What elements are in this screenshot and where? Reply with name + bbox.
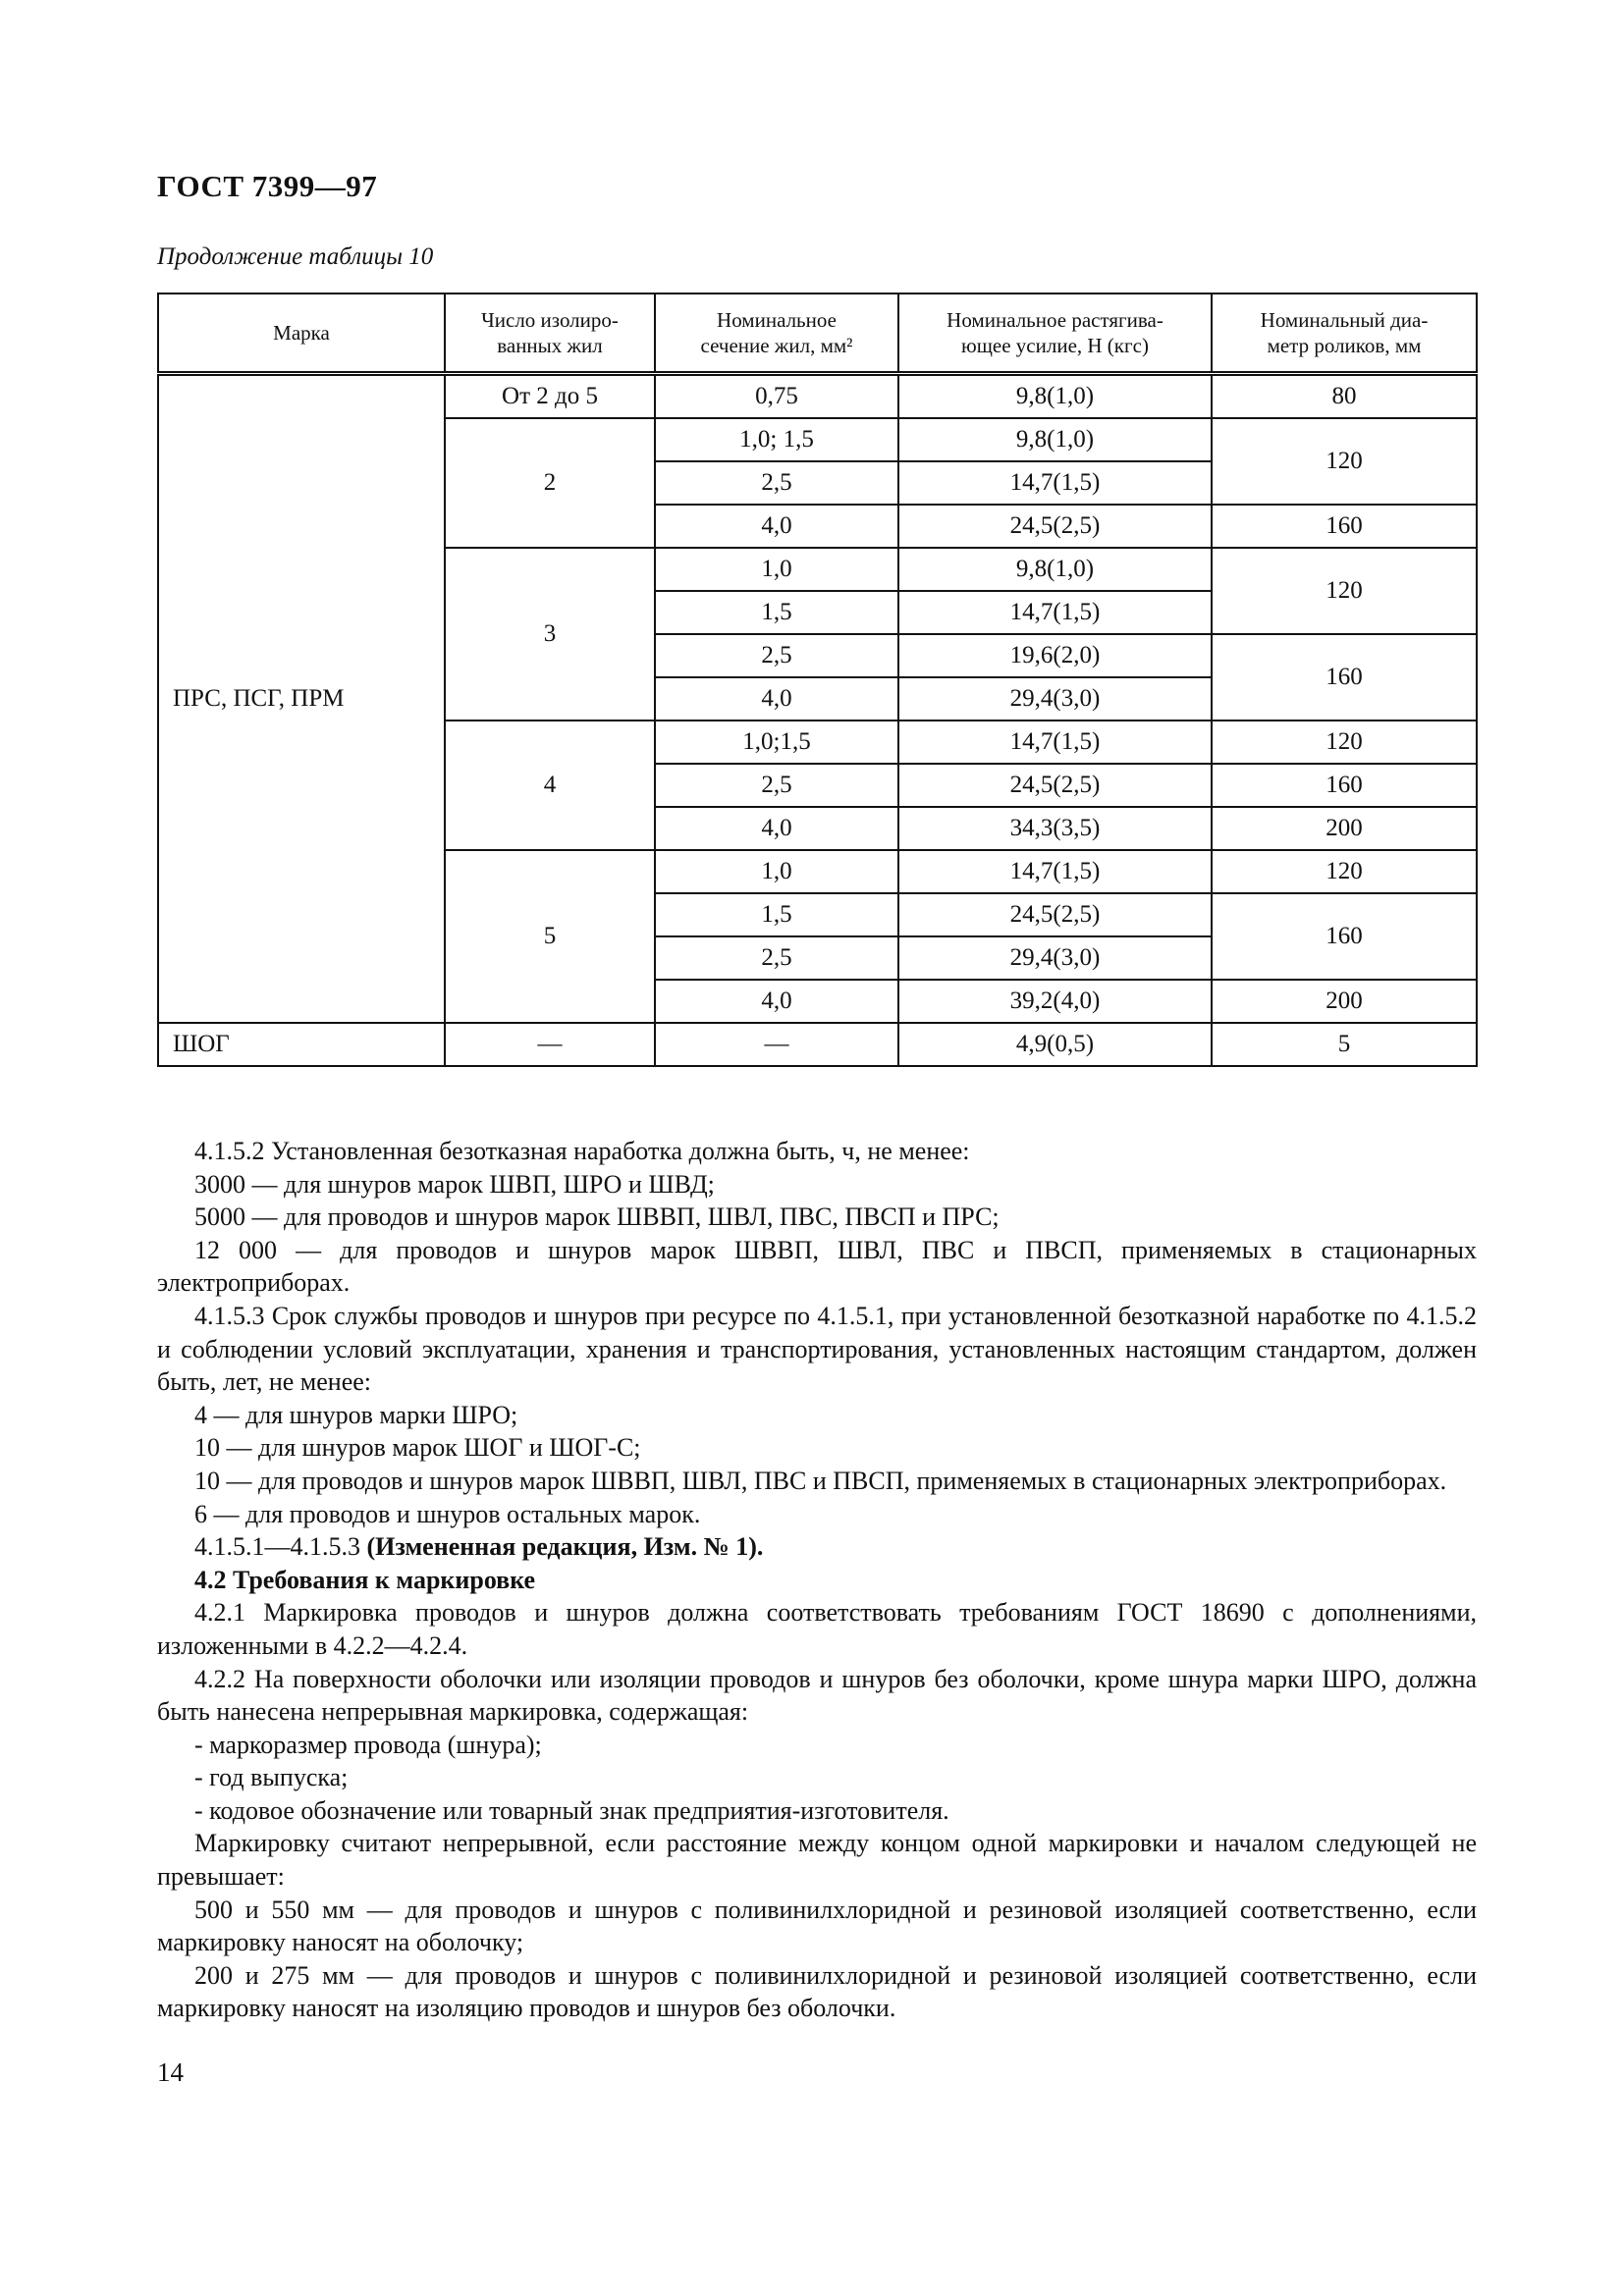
cell-diameter: 160 <box>1212 893 1477 980</box>
cell-cores: 3 <box>445 548 655 721</box>
cell-cores: 2 <box>445 418 655 548</box>
cell-section: 0,75 <box>655 374 898 419</box>
paragraph: 200 и 275 мм — для проводов и шнуров с поливинилхлоридной и резиновой изоляцией соответственно, если маркировку наносят на изоляцию проводов и шнуров без оболочки. <box>157 1960 1477 2023</box>
cell-diameter: 160 <box>1212 764 1477 807</box>
page-number: 14 <box>157 2057 184 2087</box>
cell-force: 14,7(1,5) <box>898 461 1212 505</box>
paragraph: 4.1.5.2 Установленная безотказная наработка должна быть, ч, не менее: <box>194 1137 970 1165</box>
cell-section: 1,0 <box>655 548 898 591</box>
cell-section: — <box>655 1023 898 1066</box>
paragraph: 4.2.2 На поверхности оболочки или изоляции проводов и шнуров без оболочки, кроме шнура марки ШРО, должна быть нанесена непрерывная маркировка, содержащая: <box>157 1664 1477 1727</box>
cell-section: 4,0 <box>655 505 898 548</box>
header-section: Номинальное сечение жил, мм² <box>655 294 898 374</box>
cell-section: 2,5 <box>655 764 898 807</box>
table-row <box>158 1023 1477 1066</box>
cell-force: 14,7(1,5) <box>898 591 1212 634</box>
cell-section: 2,5 <box>655 634 898 677</box>
table-row <box>158 374 1477 419</box>
list-item: - кодовое обозначение или товарный знак предприятия-изготовителя. <box>194 1795 949 1825</box>
cell-section: 4,0 <box>655 980 898 1023</box>
cell-force: 9,8(1,0) <box>898 548 1212 591</box>
cell-section: 4,0 <box>655 677 898 721</box>
paragraph: 5000 — для проводов и шнуров марок ШВВП, ШВЛ, ПВС, ПВСП и ПРС; <box>194 1202 1000 1232</box>
cell-force: 39,2(4,0) <box>898 980 1212 1023</box>
cell-diameter: 160 <box>1212 505 1477 548</box>
table-header-row <box>158 294 1477 374</box>
cell-diameter: 120 <box>1212 548 1477 634</box>
list-item: - год выпуска; <box>194 1763 349 1792</box>
cell-force: 14,7(1,5) <box>898 850 1212 893</box>
paragraph: 12 000 — для проводов и шнуров марок ШВВП, ШВЛ, ПВС и ПВСП, применяемых в стационарных электроприборах. <box>157 1235 1477 1298</box>
paragraph: 4 — для шнуров марки ШРО; <box>194 1400 518 1429</box>
header-force: Номинальное растягива- ющее усилие, Н (кгс) <box>898 294 1212 374</box>
paragraph: 500 и 550 мм — для проводов и шнуров с поливинилхлоридной и резиновой изоляцией соответственно, если маркировку наносят на оболочку; <box>157 1895 1477 1957</box>
header-mark: Марка <box>158 294 445 374</box>
header-diameter: Номинальный диа- метр роликов, мм <box>1212 294 1477 374</box>
cell-cores: От 2 до 5 <box>445 374 655 419</box>
cell-force: 9,8(1,0) <box>898 418 1212 461</box>
document-number: ГОСТ 7399—97 <box>157 169 378 203</box>
cell-diameter: 160 <box>1212 634 1477 721</box>
amendment-label: (Измененная редакция, Изм. № 1). <box>366 1532 764 1562</box>
cell-diameter: 120 <box>1212 721 1477 764</box>
cell-cores: — <box>445 1023 655 1066</box>
cell-section: 1,5 <box>655 893 898 936</box>
cell-section: 4,0 <box>655 807 898 850</box>
cell-section: 1,5 <box>655 591 898 634</box>
specification-table <box>157 293 1478 1067</box>
cell-force: 9,8(1,0) <box>898 374 1212 419</box>
cell-cores: 5 <box>445 850 655 1023</box>
body-text <box>157 1135 1477 2025</box>
paragraph: 6 — для проводов и шнуров остальных марок. <box>194 1499 701 1528</box>
cell-cores: 4 <box>445 721 655 850</box>
paragraph: 3000 — для шнуров марок ШВП, ШРО и ШВД; <box>194 1169 715 1199</box>
header-cores: Число изолиро- ванных жил <box>445 294 655 374</box>
cell-diameter: 200 <box>1212 807 1477 850</box>
cell-section: 1,0; 1,5 <box>655 418 898 461</box>
cell-section: 1,0 <box>655 850 898 893</box>
cell-mark-shog: ШОГ <box>158 1023 445 1066</box>
cell-diameter: 80 <box>1212 374 1477 419</box>
cell-diameter: 120 <box>1212 418 1477 505</box>
cell-force: 24,5(2,5) <box>898 764 1212 807</box>
paragraph: 4.1.5.3 Срок службы проводов и шнуров при ресурсе по 4.1.5.1, при установленной безотказной наработке по 4.1.5.2 и соблюдении условий эксплуатации, хранения и транспортирования, установленных настоящим стандартом, должен быть, лет, не менее: <box>157 1301 1477 1397</box>
paragraph: 10 — для шнуров марок ШОГ и ШОГ-С; <box>194 1433 641 1463</box>
cell-diameter: 200 <box>1212 980 1477 1023</box>
cell-diameter: 5 <box>1212 1023 1477 1066</box>
cell-mark-prs: ПРС, ПСГ, ПРМ <box>158 374 445 1024</box>
cell-force: 4,9(0,5) <box>898 1023 1212 1066</box>
cell-diameter: 120 <box>1212 850 1477 893</box>
paragraph: 10 — для проводов и шнуров марок ШВВП, ШВЛ, ПВС и ПВСП, применяемых в стационарных электроприборах. <box>194 1466 1447 1495</box>
cell-section: 2,5 <box>655 461 898 505</box>
cell-force: 14,7(1,5) <box>898 721 1212 764</box>
cell-force: 24,5(2,5) <box>898 505 1212 548</box>
paragraph: 4.2.1 Маркировка проводов и шнуров должна соответствовать требованиям ГОСТ 18690 с дополнениями, изложенными в 4.2.2—4.2.4. <box>157 1598 1477 1660</box>
cell-force: 24,5(2,5) <box>898 893 1212 936</box>
cell-force: 34,3(3,5) <box>898 807 1212 850</box>
list-item: - маркоразмер провода (шнура); <box>194 1730 542 1759</box>
cell-force: 29,4(3,0) <box>898 677 1212 721</box>
amendment-range: 4.1.5.1—4.1.5.3 <box>194 1532 367 1562</box>
table-caption: Продолжение таблицы 10 <box>157 243 434 270</box>
cell-force: 19,6(2,0) <box>898 634 1212 677</box>
paragraph: Маркировку считают непрерывной, если расстояние между концом одной маркировки и началом следующей не превышает: <box>157 1829 1477 1892</box>
cell-section: 2,5 <box>655 936 898 980</box>
cell-force: 29,4(3,0) <box>898 936 1212 980</box>
section-heading: 4.2 Требования к маркировке <box>194 1565 536 1594</box>
cell-section: 1,0;1,5 <box>655 721 898 764</box>
amendment-note <box>194 1530 1477 1564</box>
